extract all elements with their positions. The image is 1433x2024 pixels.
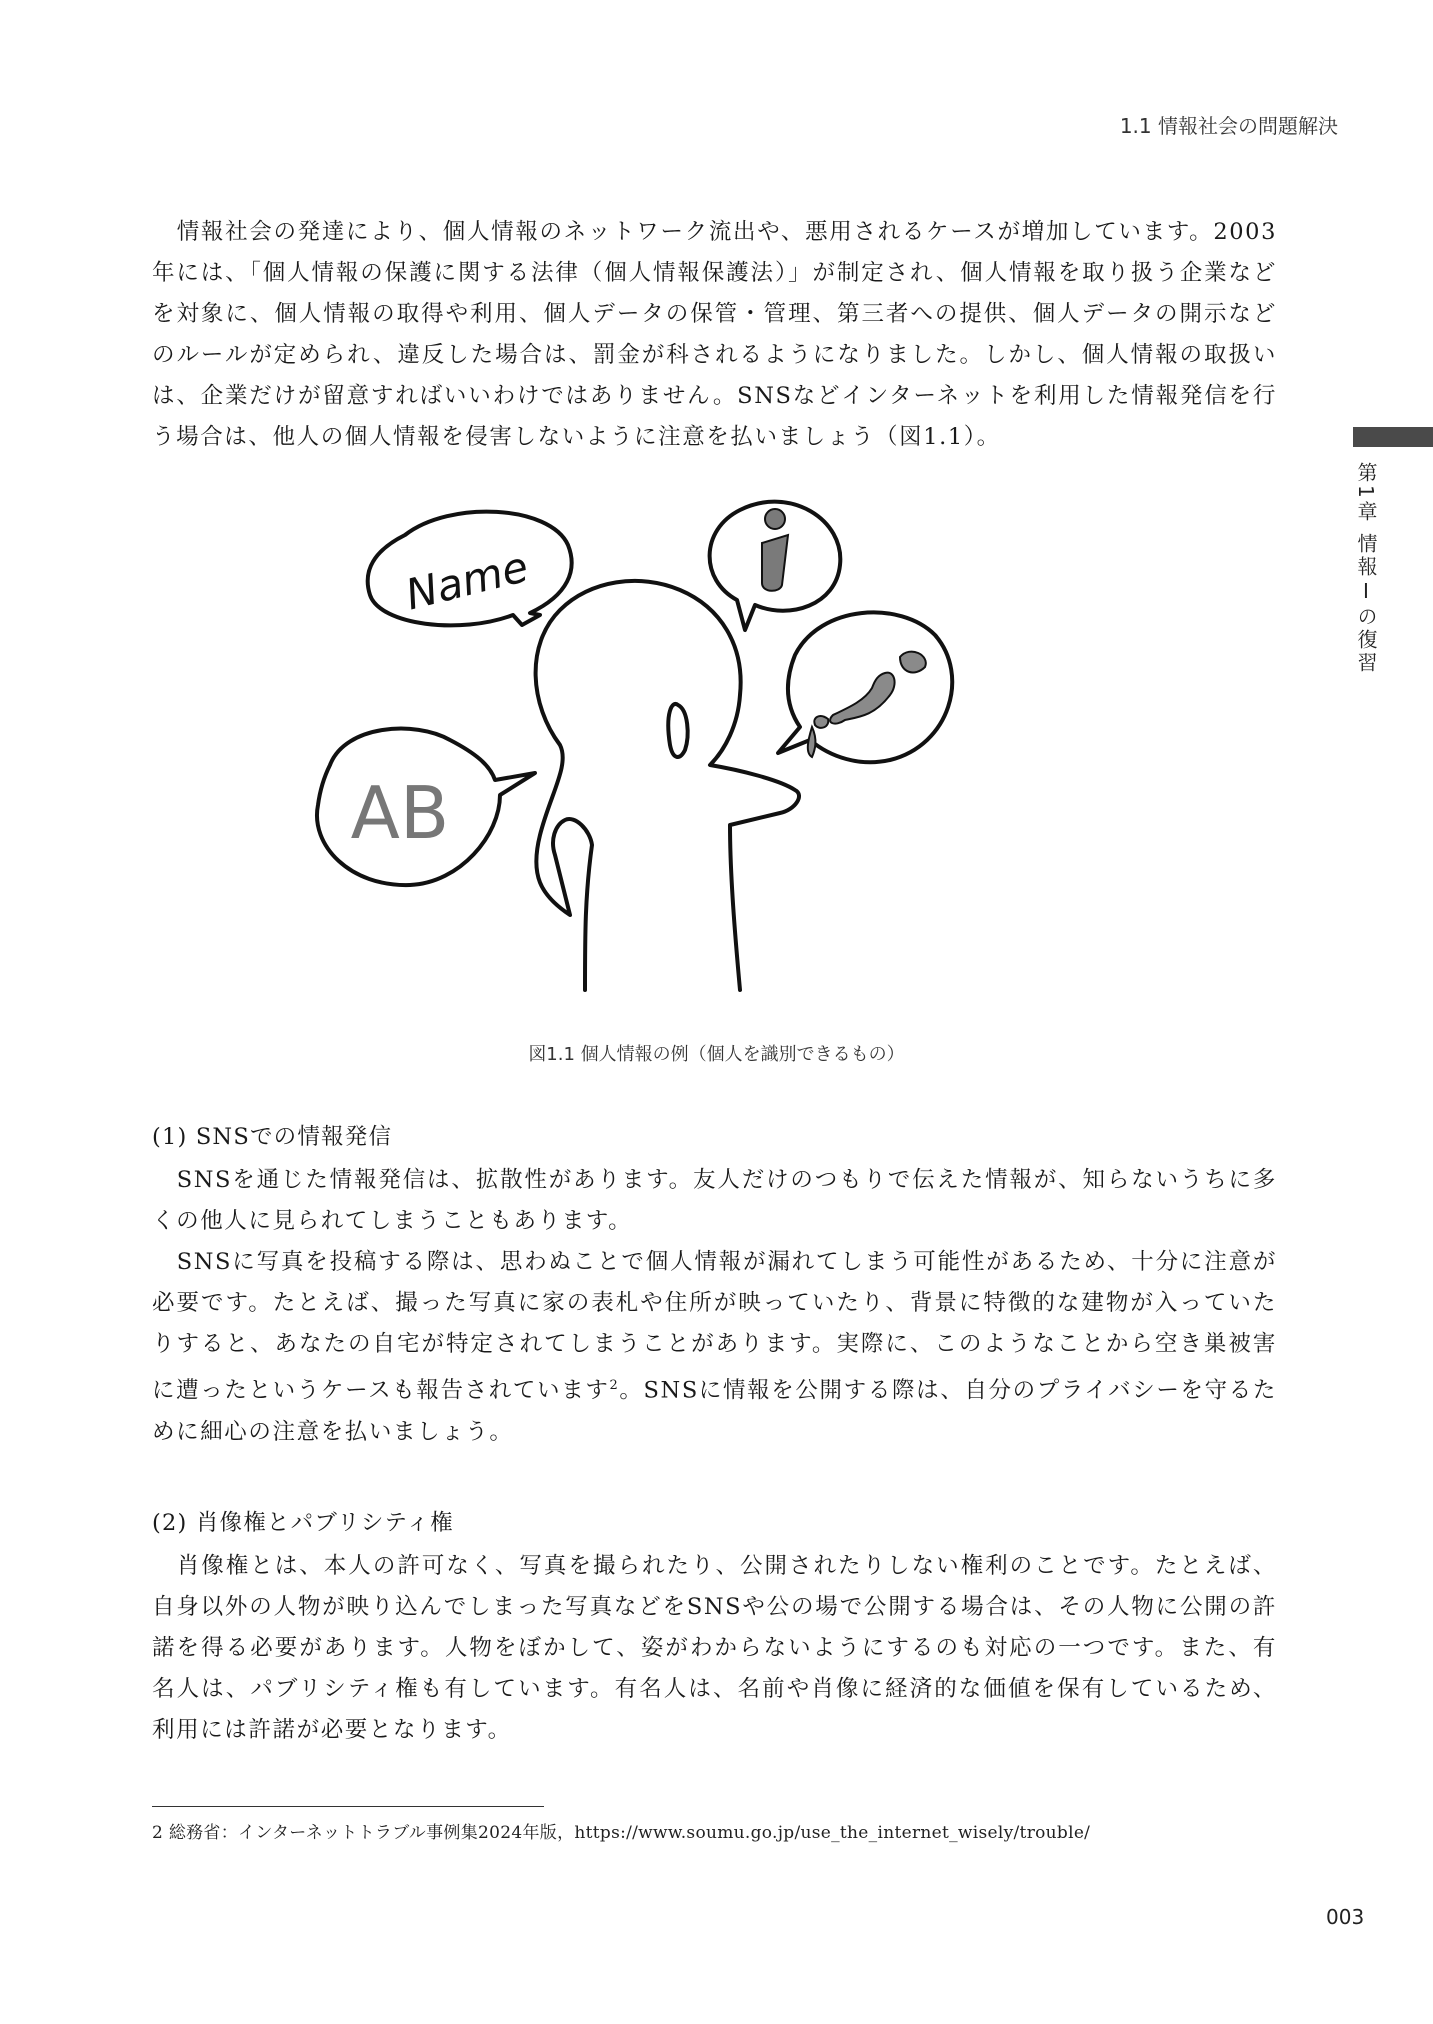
personal-info-illustration <box>300 495 1140 1025</box>
footnote-ref-2[interactable]: 2 <box>609 1378 620 1393</box>
intro-paragraph: 情報社会の発達により、個人情報のネットワーク流出や、悪用されるケースが増加しています。2003年には、「個人情報の保護に関する法律（個人情報保護法）」が制定され、個人情報を取り扱う企業などを対象に、個人情報の取得や利用、個人データの保管・管理、第三者への提供、個人データの開示などのルールが定められ、違反した場合は、罰金が科されるようになりました。しかし、個人情報の取扱いは、企業だけが留意すればいいわけではありません。SNSなどインターネットを利用した情報発信を行う場合は、他人の個人情報を侵害しないように注意を払いましょう（図1.1）。 <box>152 219 1277 450</box>
chapter-tab-label: 第1章 情報Ⅰの復習 <box>1354 462 1378 676</box>
footnote: 2 総務省：インターネットトラブル事例集2024年版，https://www.soumu.go.jp/use_the_internet_wisely/trouble/ <box>152 1823 1091 1843</box>
name-bubble-text: Name <box>400 541 533 620</box>
japan-map-icon <box>808 652 926 757</box>
section1-p2-tail: 。SNSに情報を公開する際は、自分のプライバシーを守るために細心の注意を払いましょう。 <box>152 1377 1277 1445</box>
map-speech-bubble <box>778 612 952 762</box>
info-icon <box>762 509 788 591</box>
chapter-tab-bar <box>1353 427 1433 447</box>
figure-caption: 図1.1 個人情報の例（個人を識別できるもの） <box>528 1044 905 1065</box>
person-eye <box>668 704 687 757</box>
section1-paragraph-2 <box>152 1242 1277 1453</box>
footnote-divider <box>152 1806 544 1807</box>
section-heading-sns: (1) SNSでの情報発信 <box>152 1124 393 1150</box>
section2-paragraph-1: 肖像権とは、本人の許可なく、写真を撮られたり、公開されたりしない権利のことです。たとえば、自身以外の人物が映り込んでしまった写真などをSNSや公の場で公開する場合は、その人物に公開の許諾を得る必要があります。人物をぼかして、姿がわからないようにするのも対応の一つです。また、有名人は、パブリシティ権も有しています。有名人は、名前や肖像に経済的な価値を保有しているため、利用には許諾が必要となります。 <box>152 1553 1277 1743</box>
page-number: 003 <box>1326 1905 1365 1929</box>
ab-bubble-text: AB <box>350 771 450 855</box>
person-figure <box>536 581 799 990</box>
section1-p2-main: SNSに写真を投稿する際は、思わぬことで個人情報が漏れてしまう可能性があるため、十分に注意が必要です。たとえば、撮った写真に家の表札や住所が映っていたり、背景に特徴的な建物が入っていたりすると、あなたの自宅が特定されてしまうことがあります。実際に、このようなことから空き巣被害に遭ったというケースも報告されています <box>152 1249 1277 1404</box>
section1-paragraph-1: SNSを通じた情報発信は、拡散性があります。友人だけのつもりで伝えた情報が、知らないうちに多くの他人に見られてしまうこともあります。 <box>152 1167 1277 1234</box>
section-heading-portrait-rights: (2) 肖像権とパブリシティ権 <box>152 1510 454 1536</box>
running-head: 1.1 情報社会の問題解決 <box>1119 114 1338 138</box>
